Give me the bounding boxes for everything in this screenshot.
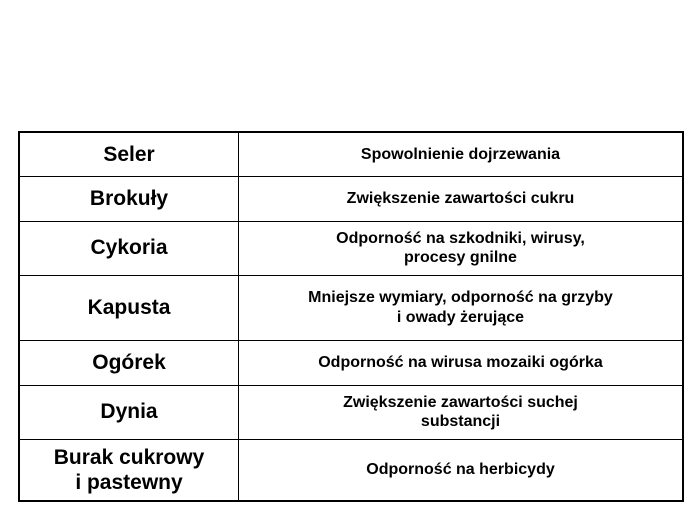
table-row (19, 275, 683, 340)
modification-effect: Odporność na wirusa mozaiki ogórka (318, 353, 603, 371)
crop-modification-table (18, 131, 684, 502)
crop-name-cell (19, 439, 239, 501)
crop-name: Burak cukrowy (53, 445, 205, 469)
crop-name: Seler (103, 142, 155, 166)
modification-effect: Odporność na herbicydy (366, 461, 555, 479)
modification-effect: i owady żerujące (396, 308, 525, 326)
crop-name: Cykoria (90, 236, 168, 260)
table-row (19, 340, 683, 385)
modification-effect: substancji (420, 413, 501, 430)
crop-name: Kapusta (87, 295, 171, 319)
modification-effect: Odporność na szkodniki, wirusy, (336, 229, 585, 247)
modification-effect: Zwiększenie zawartości cukru (346, 189, 575, 207)
crop-name: i pastewny (75, 470, 183, 494)
crop-name-cell (19, 340, 239, 385)
modification-effect-cell (239, 132, 684, 176)
crop-name: Brokuły (89, 186, 169, 210)
table-row (19, 439, 683, 501)
modification-effect-cell (239, 275, 684, 340)
modification-effect-cell (239, 340, 684, 385)
table-row (19, 221, 683, 275)
modification-effect-cell (239, 439, 684, 501)
crop-name-cell (19, 275, 239, 340)
modification-effect-cell (239, 385, 684, 439)
modification-effect-cell (239, 176, 684, 221)
crop-name: Dynia (100, 400, 158, 424)
crop-name-cell (19, 221, 239, 275)
crop-name-cell (19, 176, 239, 221)
table-row (19, 132, 683, 176)
modification-effect-cell (239, 221, 684, 275)
modification-effect: Mniejsze wymiary, odporność na grzyby (308, 289, 613, 307)
table-row (19, 385, 683, 439)
crop-name-cell (19, 385, 239, 439)
modification-effect: Spowolnienie dojrzewania (360, 145, 561, 163)
modification-effect: procesy gnilne (404, 249, 517, 266)
crop-name: Ogórek (92, 350, 166, 374)
table-row (19, 176, 683, 221)
modification-effect: Zwiększenie zawartości suchej (343, 393, 578, 411)
crop-name-cell (19, 132, 239, 176)
